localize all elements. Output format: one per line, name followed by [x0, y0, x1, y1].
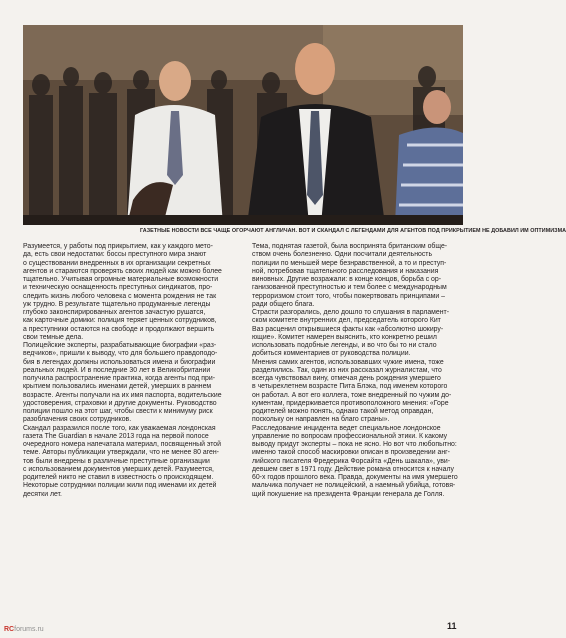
article-line: выводу придут эксперты – пока не ясно. Но вот что любопытно:: [252, 441, 457, 448]
article-line: в четырехлетнем возрасте Пита Блэка, под именем которого: [252, 383, 448, 391]
article-line: Полицейские эксперты, разрабатывающие биографии «раз-: [23, 342, 217, 349]
article-line: разделились. Так, один из них рассказал журналистам, что: [252, 366, 442, 374]
article-line: крытием пользовались именами детей, умерших в раннем: [23, 383, 212, 391]
article-line: Тема, поднятая газетой, была воспринята британским обще-: [252, 243, 448, 250]
article-line: бия в легендах должны использоваться имена и биографии: [23, 358, 216, 366]
article-line: родителей можно понять, однако такой метод оправдан,: [252, 408, 434, 415]
photo-illustration: [23, 25, 463, 225]
article-line: тов были внедрены в различные преступные организации: [23, 457, 210, 465]
article-line: ском комитете внутренних дел, председатель которого Кит: [252, 317, 441, 325]
article-line: Скандал разразился после того, как уважаемая лондонская: [23, 424, 216, 432]
article-line: уж трудно. В результате тщательно продуманные легенды: [23, 300, 211, 308]
article-line: полиции пошло на этот шаг, чтобы свести к минимуму риск: [23, 408, 213, 415]
article-line: следить жизнь любого человека с момента рождения не так: [23, 292, 217, 300]
article-line: Расследование инцидента ведет специальное лондонское: [252, 424, 441, 432]
article-line: он работал. А вот его коллега, тоже внедренный по чужим до-: [252, 391, 452, 399]
article-line: родителей никто не ставил в известность о происходящем.: [23, 474, 214, 481]
site-watermark: [4, 626, 44, 633]
article-line: десятки лет.: [23, 490, 62, 498]
article-line: реальных людей. И в последние 30 лет в Великобритании: [23, 366, 211, 374]
article-line: о существовании внедренных в их организации секретных: [23, 259, 211, 267]
article-line: ющие». Комитет намерен выяснить, кто конкретно решил: [252, 333, 437, 341]
article-line: да, есть свои недостатки: боссы преступного мира знают: [23, 251, 207, 259]
article-line: газета The Guardian в начале 2013 года на первой полосе: [23, 432, 209, 440]
article-line: очередного номера напечатала материал, посвященный этой: [23, 441, 221, 448]
article-line: с использованием документов умерших детей. Разумеется,: [23, 465, 214, 473]
article-line: и техническую оснащенность преступных синдикатов, про-: [23, 284, 213, 292]
article-line: возрасте. Агенты получали на их имя паспорта, водительские: [23, 391, 222, 399]
article-column-right: [252, 243, 462, 499]
article-line: кументам, придерживается противоположного мнения: «Горе: [252, 399, 449, 407]
article-line: тщательно. Учитывая огромные материальные возможности: [23, 276, 219, 283]
article-line: всегда чувствовал вину, отмечая день рождения умершего: [252, 375, 441, 382]
article-line: использовать подобные легенды, и во что бы то ни стало: [252, 342, 437, 349]
article-line: ведчиков», пришли к выводу, что для большего правдоподо-: [23, 350, 218, 358]
article-line: виновных. Другие возражали: в конце концов, борьба с ор-: [252, 276, 442, 283]
article-line: ради общего блага.: [252, 300, 315, 308]
article-line: Некоторые сотрудники полиции жили под именами их детей: [23, 482, 217, 490]
photo-crowd-commuters: [23, 25, 463, 225]
article-line: Мнения самих агентов, использовавших чужие имена, тоже: [252, 358, 444, 366]
article-line: девшем свет в 1971 году. Действие романа относится к началу: [252, 465, 454, 473]
article-line: удостоверения, страховки и другие документы. Руководство: [23, 399, 217, 407]
article-line: глубоко законспирированных агентов зачастую рушатся,: [23, 309, 206, 316]
article-line: Страсти разгорались, дело дошло то слушания в парламент-: [252, 309, 450, 316]
article-line: поскольку он направлен на благо страны».: [252, 416, 390, 424]
article-line: а преступники остаются на свободе и продолжают вершить: [23, 325, 215, 333]
article-line: добиться комментариев от руководства полиции.: [252, 350, 411, 358]
article-line: агентов и стараются проверять своих людей как можно более: [23, 267, 222, 275]
article-line: Разумеется, у работы под прикрытием, как у каждого мето-: [23, 243, 213, 250]
article-column-left: [23, 243, 233, 499]
article-line: мальчика получает не полицейский, а наемный убийца, готовя-: [252, 482, 456, 490]
article-line: ганизованной преступностью и тем более с международным: [252, 284, 447, 292]
article-line: ной, потребовав тщательного расследования и наказания: [252, 267, 439, 275]
article-line: лийского писателя Фредерика Форсайта «День шакала», уви-: [252, 457, 451, 465]
article-line: щий покушение на президента Франции генерала де Голля.: [252, 490, 445, 498]
article-line: терроризмом стоит того, чтобы пожертвовать принципами –: [252, 292, 446, 300]
page-number: 11: [447, 621, 457, 631]
article-line: теме. Авторы публикации утверждали, что не менее 80 аген-: [23, 449, 219, 457]
article-line: разоблачения своих сотрудников.: [23, 416, 132, 424]
article-line: полиции по меньшей мере безнравственной, а то и преступ-: [252, 259, 447, 267]
article-line: Ваз расценил открывшиеся факты как «абсолютно шокиру-: [252, 325, 444, 333]
article-line: 60-х годов прошлого века. Правда, документы на имя умершего: [252, 474, 458, 481]
watermark-brand: RC: [4, 626, 15, 633]
article-line: получила распространение практика, когда агенты под при-: [23, 375, 216, 382]
article-line: именно такой способ маскировки описан в произведении анг-: [252, 449, 450, 457]
article-line: как карточные домики: полиция теряет ценных сотрудников,: [23, 317, 217, 325]
article-line: управление по вопросам профессиональной этики. К какому: [252, 432, 448, 440]
photo-caption: ГАЗЕТНЫЕ НОВОСТИ ВСЕ ЧАЩЕ ОГОРЧАЮТ АНГЛИЧАН. ВОТ И СКАНДАЛ С ЛЕГЕНДАМИ ДЛЯ АГЕНТОВ ПОД ПРИКРЫТИЕМ НЕ ДОБАВИЛ ИМ ОПТИМИЗМА: [140, 228, 566, 234]
article-line: свои темные дела.: [23, 333, 84, 341]
watermark-site: forums.ru: [14, 626, 44, 633]
article-line: ством очень болезненно. Одни посчитали деятельность: [252, 251, 433, 259]
